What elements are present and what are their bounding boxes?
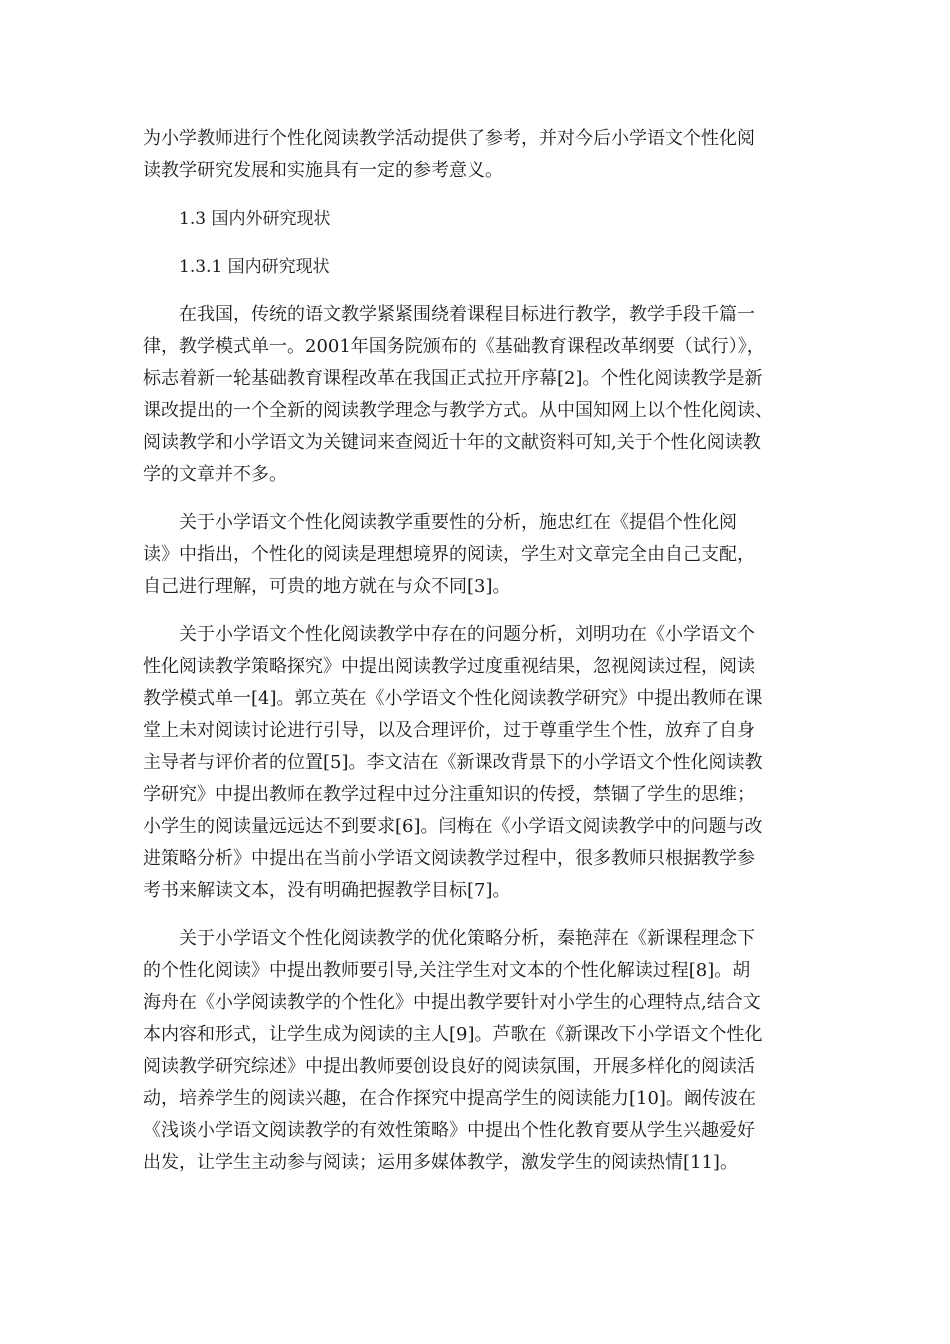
paragraph-line: 学的文章并不多。 (143, 464, 287, 485)
paragraph-line: 《浅谈小学语文阅读教学的有效性策略》中提出个性化教育要从学生兴趣爱好 (143, 1120, 755, 1141)
paragraph-line: 的个性化阅读》中提出教师要引导,关注学生对文本的个性化解读过程[8]。胡 (143, 960, 751, 981)
paragraph-line: 阅读教学研究综述》中提出教师要创设良好的阅读氛围，开展多样化的阅读活 (143, 1056, 755, 1077)
paragraph-line: 自己进行理解，可贵的地方就在与众不同[3]。 (143, 576, 511, 597)
paragraph-line: 海舟在《小学阅读教学的个性化》中提出教学要针对小学生的心理特点,结合文 (143, 992, 761, 1013)
section-heading: 1.3 国内外研究现状 (179, 209, 331, 229)
paragraph-line: 性化阅读教学策略探究》中提出阅读教学过度重视结果，忽视阅读过程，阅读 (143, 656, 755, 677)
paragraph-line: 出发，让学生主动参与阅读；运用多媒体教学，激发学生的阅读热情[11]。 (143, 1152, 738, 1173)
paragraph-line: 进策略分析》中提出在当前小学语文阅读教学过程中，很多教师只根据教学参 (143, 848, 755, 869)
paragraph-line: 学研究》中提出教师在教学过程中过分注重知识的传授，禁锢了学生的思维； (143, 784, 755, 805)
paragraph-line: 关于小学语文个性化阅读教学的优化策略分析，秦艳萍在《新课程理念下 (179, 928, 755, 949)
intro-line: 读教学研究发展和实施具有一定的参考意义。 (143, 160, 503, 181)
paragraph-line: 教学模式单一[4]。郭立英在《小学语文个性化阅读教学研究》中提出教师在课 (143, 688, 763, 709)
paragraph-line: 堂上未对阅读讨论进行引导，以及合理评价，过于尊重学生个性，放弃了自身 (143, 720, 755, 741)
paragraph-line: 小学生的阅读量远远达不到要求[6]。闫梅在《小学语文阅读教学中的问题与改 (143, 816, 763, 837)
paragraph-line: 课改提出的一个全新的阅读教学理念与教学方式。从中国知网上以个性化阅读、 (143, 400, 773, 421)
paragraph-line: 读》中指出，个性化的阅读是理想境界的阅读，学生对文章完全由自己支配， (143, 544, 755, 565)
paragraph-line: 考书来解读文本，没有明确把握教学目标[7]。 (143, 880, 511, 901)
intro-line: 为小学教师进行个性化阅读教学活动提供了参考，并对今后小学语文个性化阅 (143, 128, 755, 149)
paragraph-line: 本内容和形式，让学生成为阅读的主人[9]。芦歌在《新课改下小学语文个性化 (143, 1024, 763, 1045)
paragraph-1 (143, 299, 808, 491)
paragraph-line: 在我国，传统的语文教学紧紧围绕着课程目标进行教学，教学手段千篇一 (179, 304, 755, 325)
paragraph-line: 关于小学语文个性化阅读教学重要性的分析，施忠红在《提倡个性化阅 (179, 512, 737, 533)
paragraph-4 (143, 923, 808, 1179)
paragraph-line: 标志着新一轮基础教育课程改革在我国正式拉开序幕[2]。个性化阅读教学是新 (143, 368, 763, 389)
paragraph-line: 主导者与评价者的位置[5]。李文洁在《新课改背景下的小学语文个性化阅读教 (143, 752, 763, 773)
document-page (143, 123, 808, 1179)
paragraph-2 (143, 507, 808, 603)
paragraph-line: 律，教学模式单一。2001年国务院颁布的《基础教育课程改革纲要（试行）》， (143, 336, 765, 357)
paragraph-line: 动，培养学生的阅读兴趣，在合作探究中提高学生的阅读能力[10]。阚传波在 (143, 1088, 756, 1109)
paragraph-3 (143, 619, 808, 907)
section-subheading: 1.3.1 国内研究现状 (179, 257, 330, 277)
paragraph-line: 阅读教学和小学语文为关键词来查阅近十年的文献资料可知,关于个性化阅读教 (143, 432, 761, 453)
paragraph-line: 关于小学语文个性化阅读教学中存在的问题分析，刘明功在《小学语文个 (179, 624, 755, 645)
